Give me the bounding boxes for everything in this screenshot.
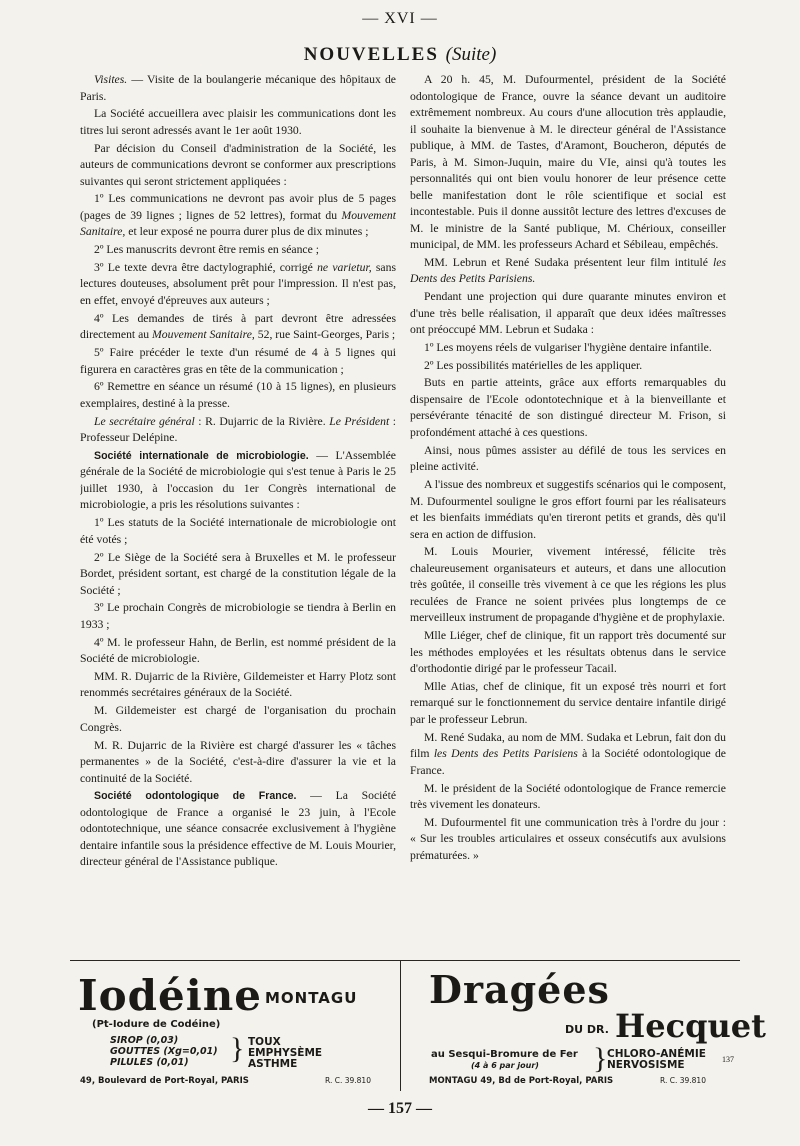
bold-heading: Société odontologique de France.	[94, 790, 297, 803]
paragraph: Mlle Atias, chef de clinique, fit un exposé très nourri et fort remarqué sur le fonctionnement du service dentaire infantile dirigé par le professeur Lebrun.	[410, 679, 726, 726]
paragraph: Ainsi, nous pûmes assister au défilé de tous les services en pleine activité.	[410, 443, 726, 474]
brace-icon: }	[593, 1042, 608, 1075]
ad-form: GOUTTES (Xg=0,01)	[110, 1046, 218, 1057]
text: sans lectures douteuses, absolument prêt pour l'impression. Il n'est pas, en effet, envoyé d'épreuves aux auteurs ;	[80, 260, 396, 307]
text: : Professeur Delépine.	[80, 414, 396, 445]
ad-brand-dragees: Dragées	[429, 967, 610, 1012]
paragraph: M. R. Dujarric de la Rivière est chargé d'assurer les « tâches permanentes » de la Société, c'est-à-dire d'assurer la vie et la continuité de la Société.	[80, 738, 396, 785]
ad-form: PILULES (0,01)	[110, 1057, 189, 1068]
ad-composition-text: au Sesqui-Bromure de Fer	[431, 1049, 578, 1060]
paragraph: 2º Les possibilités matérielles de les appliquer.	[424, 358, 643, 372]
brace-icon: }	[230, 1032, 245, 1065]
italic-text: Le secrétaire général	[94, 414, 195, 428]
paragraph: 5º Faire précéder le texte d'un résumé de 4 à 5 lignes qui figurera en caractères gras en tête de la communication ;	[80, 346, 396, 376]
ad-doctor-name: Hecquet	[615, 1007, 766, 1045]
italic-text: les Dents des Petits Parisiens	[433, 747, 578, 761]
paragraph: A 20 h. 45, M. Dufourmentel, président de la Société odontologique de France, ouvre la séance devant un auditoire extrêmement nombreux. Au cours d'une allocution très applaudie, il souhaite la bienvenue à M. le directeur général de l'Assistance publique, à MM. de Tastes, d'Aramont, Boucheron, députés de Paris, à M. Simon-Juquin, maire du VIe, ainsi qu'à toutes les personnalités qui ont bien voulu honorer de leur présence cette belle manifestation dont le rôle scientifique et social est incontestable. Puis il donne aussitôt lecture des lettres d'excuses de M. le ministre de la Santé publique, M. Chérioux, conseiller municipal, de MM. les professeurs Achard et Sébileau, empêchés.	[410, 73, 726, 251]
ad-composition	[431, 1049, 578, 1071]
text: — La Société odontologique de France a organisé le 23 juin, à l'Ecole odontotechnique, une séance consacrée exclusivement à l'hygiène dentaire infantile sous la présidence effective de M. Louis Mourier, directeur général de l'Assistance publique.	[80, 789, 396, 869]
italic-text: Mouvement Sanitaire,	[152, 328, 255, 342]
ad-du: DU DR.	[565, 1023, 609, 1036]
text: M. René Sudaka, au nom de MM. Sudaka et Lebrun, fait don du film	[410, 730, 726, 761]
italic-text: Mouvement Sanitaire,	[80, 208, 396, 239]
paragraph: 2º Les manuscrits devront être remis en séance ;	[94, 243, 319, 257]
paragraph	[410, 730, 726, 780]
text: 3º Le texte devra être dactylographié, corrigé	[94, 260, 318, 274]
paragraph: 1º Les moyens réels de vulgariser l'hygiène dentaire infantile.	[424, 340, 712, 354]
ad-side-number: 137	[722, 1055, 734, 1064]
text: MM. Lebrun et René Sudaka présentent leur film intitulé	[424, 255, 714, 269]
paragraph	[80, 191, 396, 241]
bold-heading: Société internationale de microbiologie.	[94, 449, 309, 462]
ad-address: MONTAGU 49, Bd de Port-Royal, PARIS	[429, 1076, 614, 1086]
ad-brand-iodeine: Iodéine	[78, 971, 262, 1020]
paragraph: M. Dufourmentel fit une communication très à l'ordre du jour : « Sur les troubles articulaires et osseux consécutifs aux avulsions prématurées. »	[410, 815, 726, 862]
paragraph: MM. R. Dujarric de la Rivière, Gildemeister et Harry Plotz sont renommés secrétaires généraux de la Société.	[80, 669, 396, 700]
ad-forms	[110, 1035, 218, 1068]
ad-indication: CHLORO-ANÉMIE	[607, 1048, 706, 1060]
ad-indications	[248, 1037, 322, 1070]
paragraph: La Société accueillera avec plaisir les communications dont les titres lui seront adressés avant le 1er août 1930.	[80, 107, 396, 137]
italic-lead: Visites.	[94, 73, 128, 86]
text: 4º Les demandes de tirés à part devront être adressées directement au	[80, 311, 396, 342]
ad-indication: ASTHME	[248, 1058, 298, 1070]
left-column	[80, 72, 396, 960]
paragraph	[80, 448, 396, 514]
page-number: — 157 —	[368, 1100, 432, 1117]
right-column	[410, 72, 726, 960]
ad-maker: MONTAGU	[265, 989, 358, 1007]
paragraph: Buts en partie atteints, grâce aux efforts remarquables du dispensaire de l'Ecole odontotechnique et à la bienveillante et persévérante ténacité de son distingué directeur M. Frison, si profondément attaché à ces questions.	[410, 376, 726, 439]
ad-address: 49, Boulevard de Port-Royal, PARIS	[80, 1076, 249, 1086]
italic-text: les Dents des Petits Parisiens.	[410, 255, 726, 286]
text: 52, rue Saint-Georges, Paris ;	[254, 328, 396, 342]
ad-dragees	[415, 961, 766, 1096]
paragraph: A l'issue des nombreux et suggestifs scénarios qui le composent, M. Dufourmentel souligne le gros effort fourni par les réalisateurs et les bienfaits immédiats qu'en tireront petits et grands, dès qu'il sera en action de diffusion.	[410, 478, 726, 541]
paragraph: 2º Le Siège de la Société sera à Bruxelles et M. le professeur Bordet, président sortant, est chargé de la constitution légale de la Société ;	[80, 550, 396, 597]
section-title-main: NOUVELLES	[303, 44, 439, 65]
text: : R. Dujarric de la Rivière.	[194, 414, 330, 428]
paragraph	[80, 260, 396, 310]
paragraph: Par décision du Conseil d'administration de la Société, les auteurs de communications devront se conformer aux prescriptions suivantes qui seront strictement appliquées :	[80, 141, 396, 188]
italic-text: ne varietur,	[317, 260, 372, 274]
ad-divider	[400, 961, 401, 1091]
text: 1º Les communications ne devront pas avoir plus de 5 pages (pages de 39 lignes ; lignes de 52 lettres), format du	[80, 192, 396, 222]
page-header-roman: — XVI —	[362, 10, 438, 27]
paragraph	[80, 72, 396, 105]
paragraph: 6º Remettre en séance un résumé (10 à 15 lignes), en plusieurs exemplaires, destiné à la presse.	[80, 380, 396, 410]
ad-indication: TOUX	[248, 1036, 281, 1048]
paragraph	[80, 414, 396, 447]
section-title-suffix: (Suite)	[445, 44, 497, 65]
paragraph	[80, 788, 396, 871]
italic-text: Le Président	[329, 414, 390, 428]
ad-indications	[607, 1049, 706, 1071]
text: à la Société odontologique de France.	[410, 747, 726, 777]
ad-registration: R. C. 39.810	[325, 1076, 371, 1085]
text: et leur exposé ne pourra durer plus de dix minutes ;	[125, 225, 369, 239]
paragraph: M. le président de la Société odontologique de France remercie très vivement les donateurs.	[410, 781, 726, 812]
ad-form: SIROP (0,03)	[110, 1035, 179, 1046]
paragraph: 1º Les statuts de la Société internationale de microbiologie ont été votés ;	[80, 516, 396, 546]
ad-indication: EMPHYSÈME	[248, 1047, 323, 1059]
paragraph: M. Louis Mourier, vivement intéressé, félicite très chaleureusement organisateurs et auteurs, et dans une allocution très goûtée, il conseille très vivement à ce que les régions les plus reculées de France ne soient privées plus longtemps de ce merveilleux instrument de propagande d'hygiène et de prophylaxie.	[410, 545, 726, 625]
paragraph: 4º M. le professeur Hahn, de Berlin, est nommé président de la Société de microbiologie.	[80, 635, 396, 666]
paragraph: 3º Le prochain Congrès de microbiologie se tiendra à Berlin en 1933 ;	[80, 601, 396, 631]
paragraph	[410, 255, 726, 288]
ad-subtitle: (Pt-Iodure de Codéine)	[92, 1019, 221, 1030]
advertisement-band	[70, 960, 766, 1096]
ad-registration: R. C. 39.810	[660, 1076, 706, 1085]
paragraph: Pendant une projection qui dure quarante minutes environ et d'une très belle réalisation, il apparaît que deux idées maîtresses ont préoccupé MM. Lebrun et Sudaka :	[410, 290, 726, 337]
ad-iodeine	[70, 961, 395, 1096]
paragraph	[80, 311, 396, 344]
ad-indication: NERVOSISME	[607, 1059, 685, 1071]
text: — Visite de la boulangerie mécanique des hôpitaux de Paris.	[80, 73, 396, 103]
text: — L'Assemblée générale de la Société de microbiologie qui s'est tenue à Paris le 25 juillet 1930, à l'occasion du 1er Congrès international de microbiologie, a pris les résolutions suivantes :	[80, 448, 396, 512]
paragraph: M. Gildemeister est chargé de l'organisation du prochain Congrès.	[80, 704, 396, 734]
paragraph: Mlle Liéger, chef de clinique, fit un rapport très documenté sur les méthodes employées et les résultats obtenus dans le service d'orthodontie dirigé par le professeur Tacail.	[410, 629, 726, 676]
section-title	[0, 44, 800, 66]
ad-dose: (4 à 6 par jour)	[471, 1061, 539, 1070]
